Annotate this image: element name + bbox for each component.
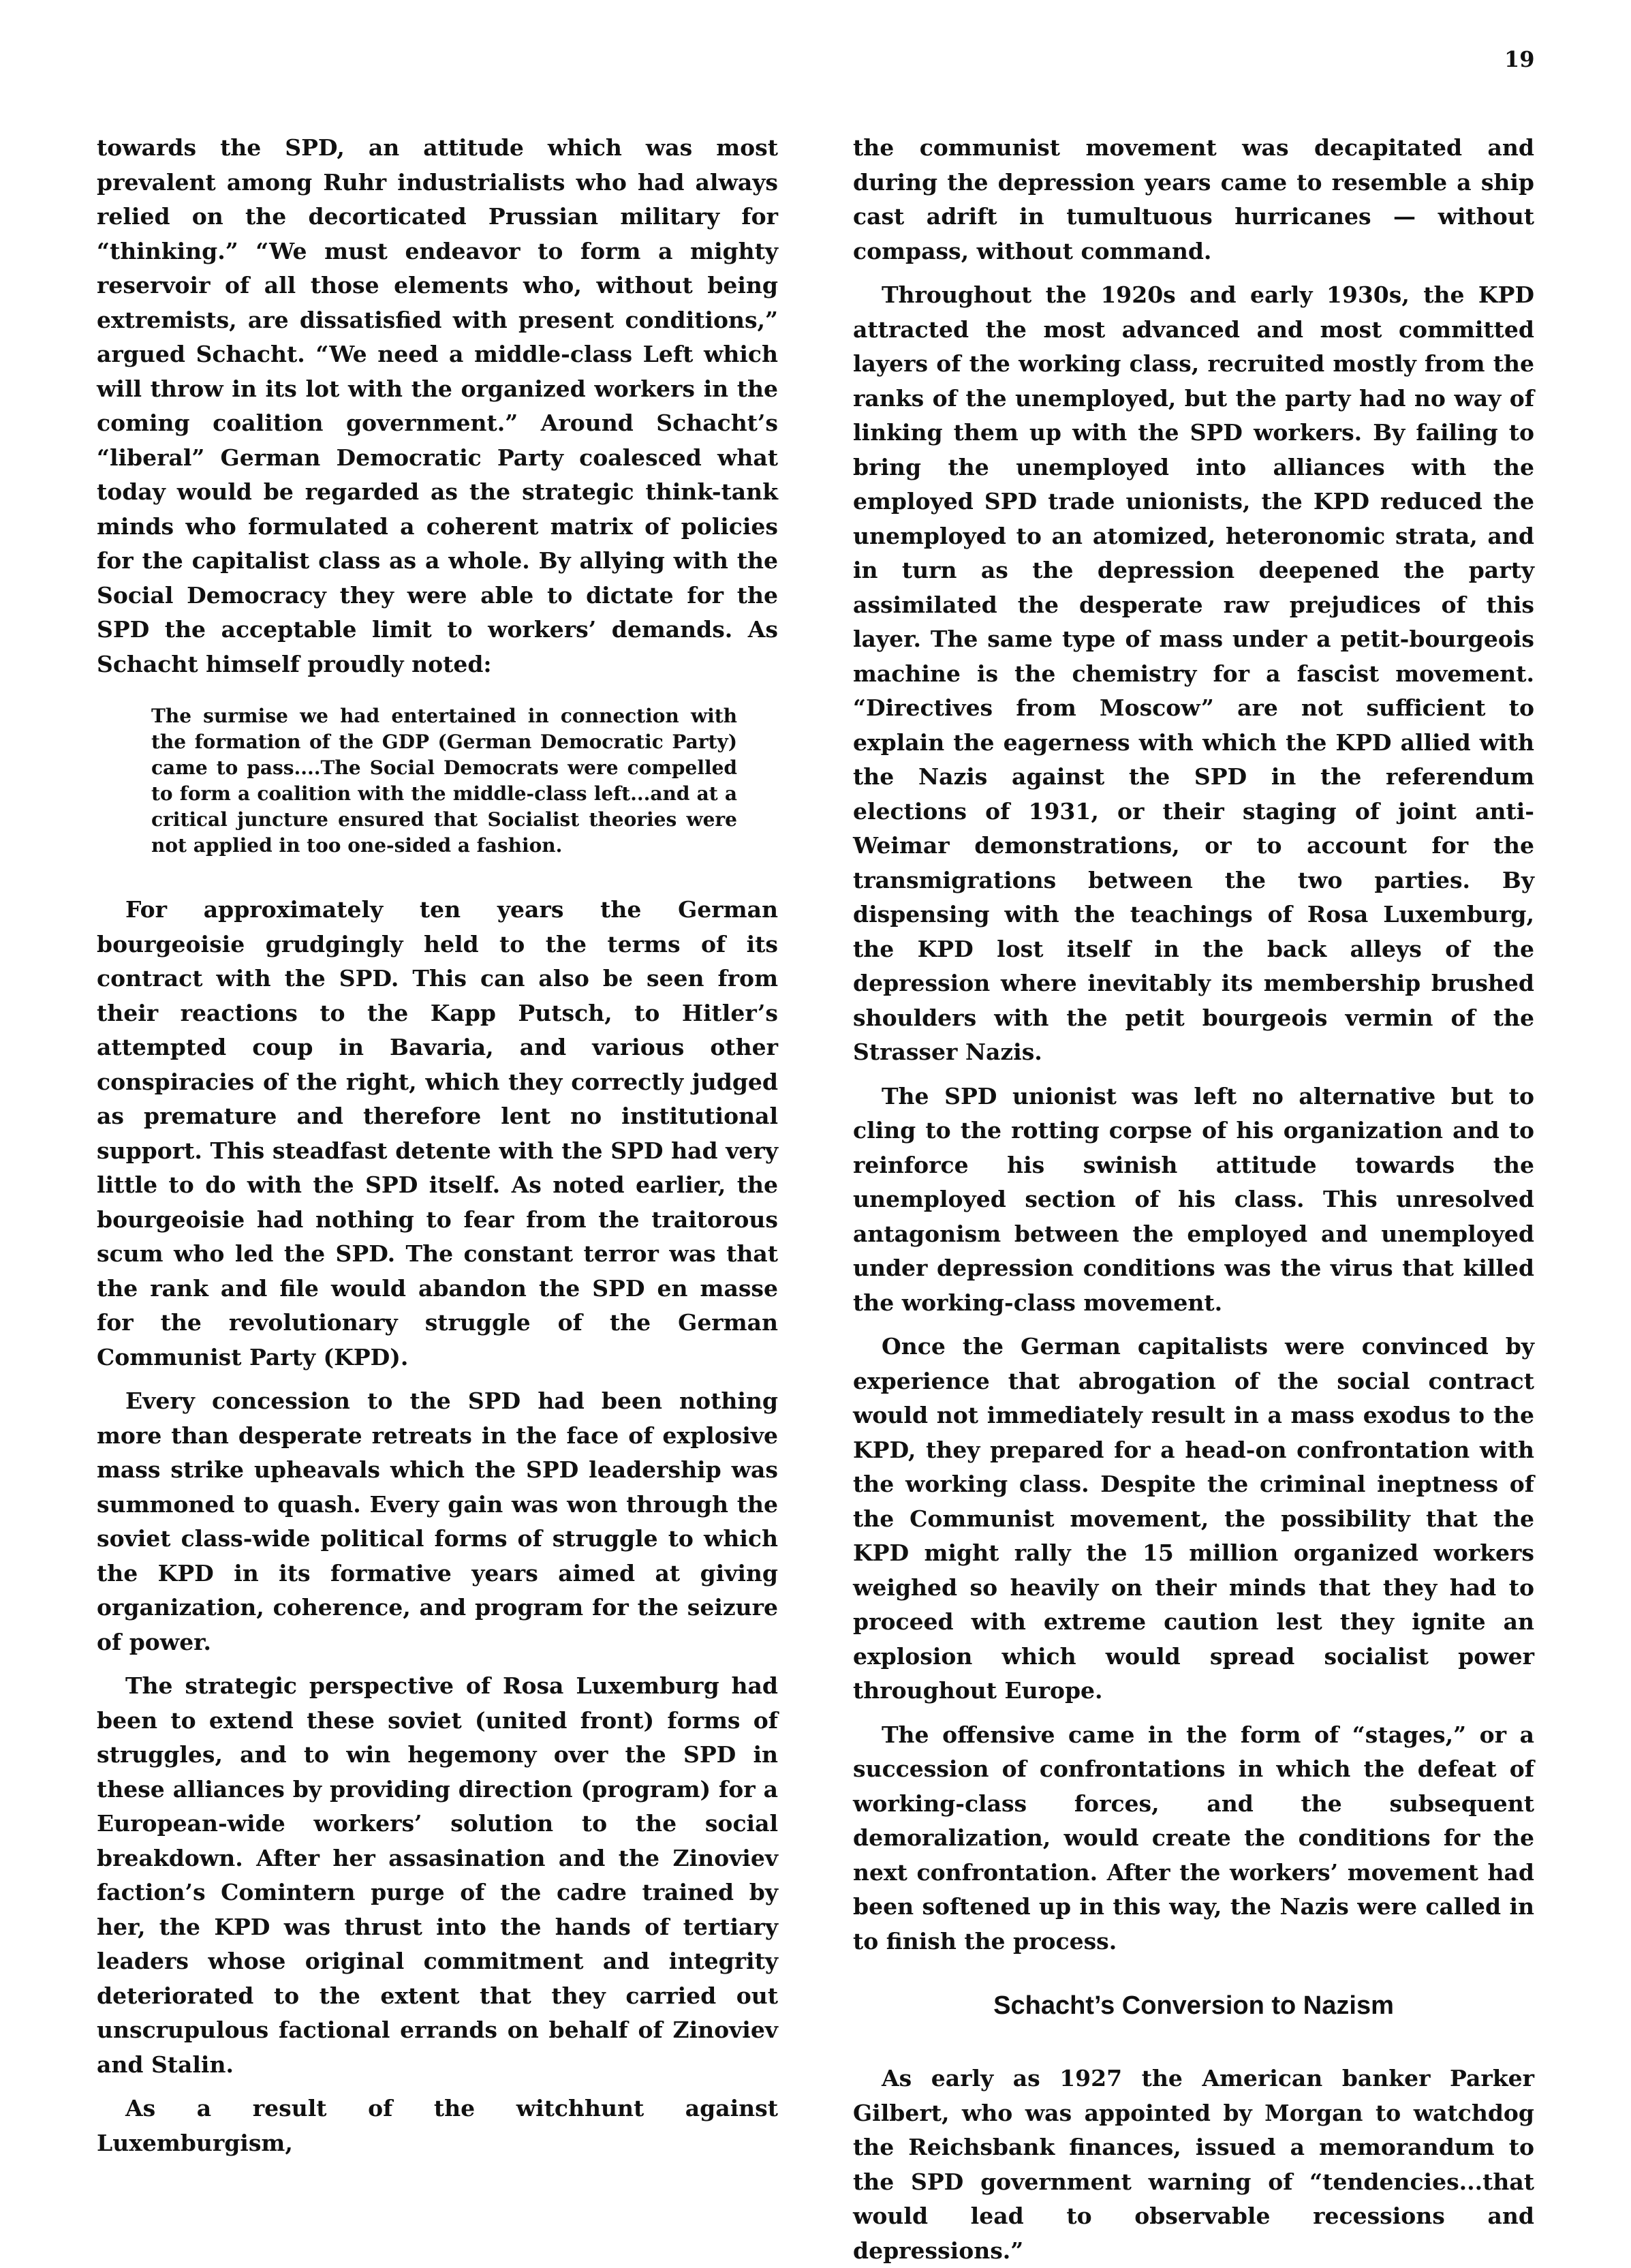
left-paragraph-3: Every concession to the SPD had been nothing more than desperate retreats in the face of explosive mass strike upheavals which the SPD leadership was summoned to quash. Every gain was won through the soviet class-wide political forms of struggle to which the KPD in its formative years aimed at giving organization, coherence, and program for the seizure of power. bbox=[97, 1388, 778, 1655]
right-paragraph-1: the communist movement was decapitated and during the depression years came to resemble a ship cast adrift in tumultuous hurricanes — without compass, without command. bbox=[853, 134, 1534, 264]
right-paragraph-4: Once the German capitalists were convinced by experience that abrogation of the social contract would not immediately result in a mass exodus to the KPD, they prepared for a head-on confrontation with the working class. Despite the criminal ineptness of the Communist movement, the possibility that the KPD might rally the 15 million organized workers weighed so heavily on their minds that they had to proceed with extreme caution lest they ignite an explosion which would spread socialist power throughout Europe. bbox=[853, 1333, 1534, 1704]
page-number: 19 bbox=[1504, 46, 1535, 72]
left-paragraph-4: The strategic perspective of Rosa Luxemburg had been to extend these soviet (united front) forms of struggles, and to win hegemony over the SPD in these alliances by providing direction (program) for a European-wide workers’ solution to the social breakdown. After her assasination and the Zinoviev faction’s Comintern purge of the cadre trained by her, the KPD was thrust into the hands of tertiary leaders whose original commitment and integrity deteriorated to the extent that they carried out unscrupulous factional errands on behalf of Zinoviev and Stalin. bbox=[97, 1672, 778, 2078]
right-paragraph-6: As early as 1927 the American banker Parker Gilbert, who was appointed by Morgan to watchdog the Reichsbank finances, issued a memorandum to the SPD government warning of “tendencies...that would lead to observable recessions and depressions.” bbox=[853, 2065, 1534, 2264]
left-paragraph-5: As a result of the witchhunt against Luxemburgism, bbox=[97, 2095, 778, 2156]
schacht-quote: The surmise we had entertained in connection with the formation of the GDP (German Democratic Party) came to pass....The Social Democrats were compelled to form a coalition with the middle-class left...and at a critical juncture ensured that Socialist theories were not applied in too one-sided a fashion. bbox=[151, 705, 737, 857]
left-column bbox=[97, 131, 778, 2160]
right-paragraph-2: Throughout the 1920s and early 1930s, the KPD attracted the most advanced and most committed layers of the working class, recruited mostly from the ranks of the unemployed, but the party had no way of linking them up with the SPD workers. By failing to bring the unemployed into alliances with the employed SPD trade unionists, the KPD reduced the unemployed to an atomized, heteronomic strata, and in turn as the depression deepened the party assimilated the desperate raw prejudices of this layer. The same type of mass under a petit-bourgeois machine is the chemistry for a fascist movement. “Directives from Moscow” are not sufficient to explain the eagerness with which the KPD allied with the Nazis against the SPD in the referendum elections of 1931, or their staging of joint anti-Weimar demonstrations, or to account for the transmigrations between the two parties. By dispensing with the teachings of Rosa Luxemburg, the KPD lost itself in the back alleys of the depression where inevitably its membership brushed shoulders with the petit bourgeois vermin of the Strasser Nazis. bbox=[853, 281, 1534, 1065]
right-paragraph-5: The offensive came in the form of “stages,” or a succession of confrontations in which the defeat of working-class forces, and the subsequent demoralization, would create the conditions for the next confrontation. After the workers’ movement had been softened up in this way, the Nazis were called in to finish the process. bbox=[853, 1721, 1534, 1955]
section-heading: Schacht’s Conversion to Nazism bbox=[993, 1991, 1394, 2020]
left-paragraph-2: For approximately ten years the German bourgeoisie grudgingly held to the terms of its contract with the SPD. This can also be seen from their reactions to the Kapp Putsch, to Hitler’s attempted coup in Bavaria, and various other conspiracies of the right, which they correctly judged as premature and therefore lent no institutional support. This steadfast detente with the SPD had very little to do with the SPD itself. As noted earlier, the bourgeoisie had nothing to fear from the traitorous scum who led the SPD. The constant terror was that the rank and file would abandon the SPD en masse for the revolutionary struggle of the German Communist Party (KPD). bbox=[97, 896, 778, 1370]
right-column bbox=[853, 131, 1534, 2268]
right-paragraph-3: The SPD unionist was left no alternative but to cling to the rotting corpse of his organization and to reinforce his swinish attitude towards the unemployed section of his class. This unresolved antagonism between the employed and unemployed under depression conditions was the virus that killed the working-class movement. bbox=[853, 1082, 1534, 1316]
left-paragraph-1: towards the SPD, an attitude which was most prevalent among Ruhr industrialists who had always relied on the decorticated Prussian military for “thinking.” “We must endeavor to form a mighty reservoir of all those elements who, without being extremists, are dissatisfied with present conditions,” argued Schacht. “We need a middle-class Left which will throw in its lot with the organized workers in the coming coalition government.” Around Schacht’s “liberal” German Democratic Party coalesced what today would be regarded as the strategic think-tank minds who formulated a coherent matrix of policies for the capitalist class as a whole. By allying with the Social Democracy they were able to dictate for the SPD the acceptable limit to workers’ demands. As Schacht himself proudly noted: bbox=[97, 134, 778, 677]
